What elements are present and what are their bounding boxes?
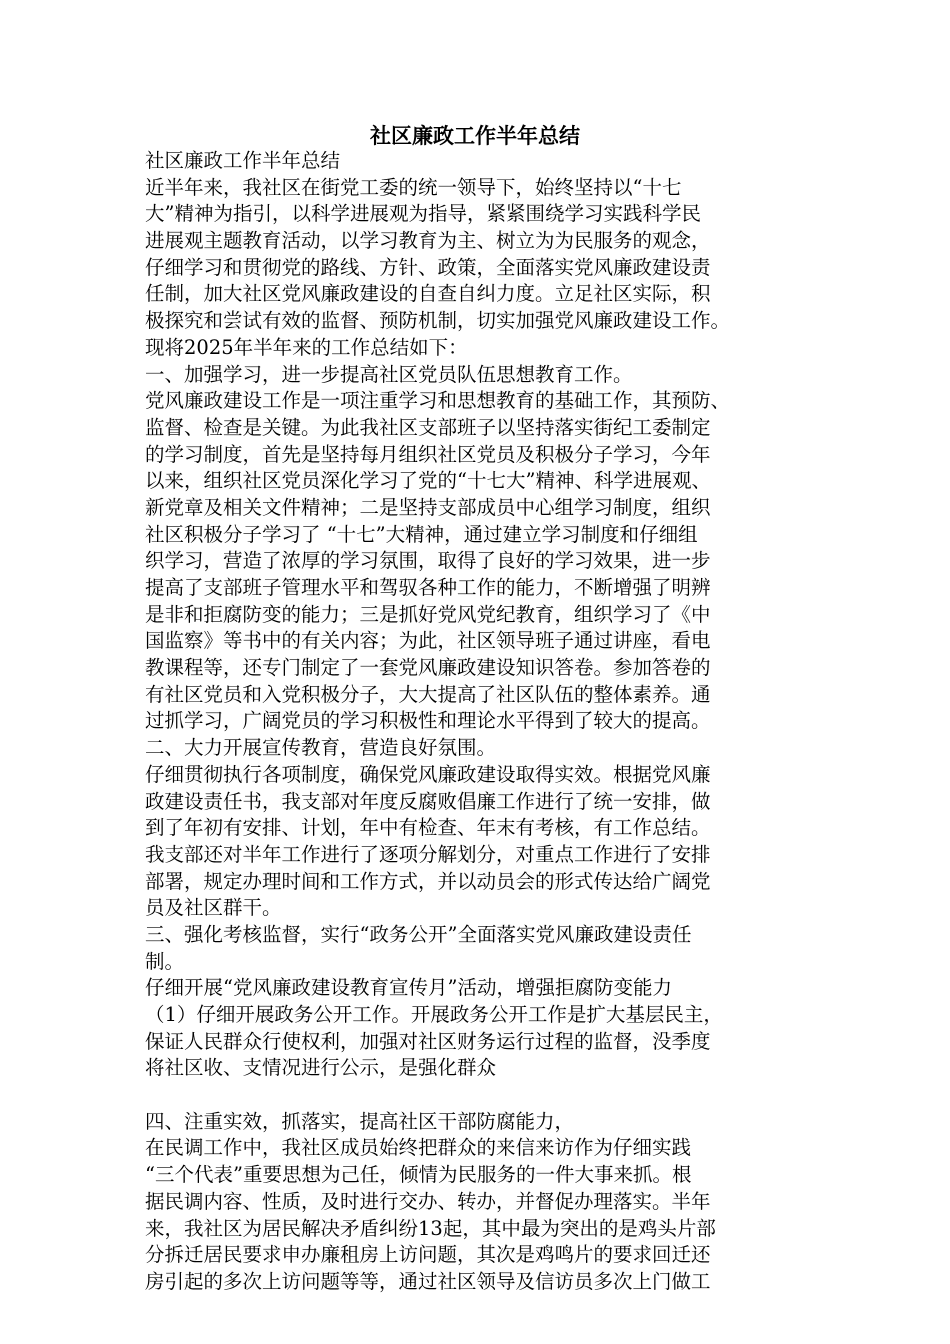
text-line: 部署，规定办理时间和工作方式，并以动员会的形式传达给广阔党 bbox=[145, 869, 711, 893]
text-line: 将社区收、支情况进行公示，是强化群众 bbox=[145, 1056, 497, 1080]
text-line: 据民调内容、性质，及时进行交办、转办，并督促办理落实。半年 bbox=[145, 1189, 711, 1213]
text-line: 以来，组织社区党员深化学习了党的“十七大”精神、科学进展观、 bbox=[145, 469, 711, 493]
text-line: 保证人民群众行使权利，加强对社区财务运行过程的监督，没季度 bbox=[145, 1029, 711, 1053]
text-line: 极探究和尝试有效的监督、预防机制，切实加强党风廉政建设工作。 bbox=[145, 309, 731, 333]
text-line: 过抓学习，广阔党员的学习积极性和理论水平得到了较大的提高。 bbox=[145, 709, 711, 733]
text-line: 教课程等，还专门制定了一套党风廉政建设知识答卷。参加答卷的 bbox=[145, 656, 711, 680]
text-line: 二、大力开展宣传教育，营造良好氛围。 bbox=[145, 736, 497, 760]
text-line: 进展观主题教育活动，以学习教育为主、树立为为民服务的观念， bbox=[145, 229, 711, 253]
text-line: 党风廉政建设工作是一项注重学习和思想教育的基础工作，其预防、 bbox=[145, 389, 731, 413]
text-line: 四、注重实效，抓落实，提高社区干部防腐能力， bbox=[145, 1109, 575, 1133]
text-line: （1）仔细开展政务公开工作。开展政务公开工作是扩大基层民主， bbox=[145, 1003, 723, 1026]
text-line: 员及社区群干。 bbox=[145, 896, 282, 920]
text-line: 提高了支部班子管理水平和驾驭各种工作的能力，不断增强了明辨 bbox=[145, 576, 711, 599]
text-line: 大”精神为指引，以科学进展观为指导，紧紧围绕学习实践科学民 bbox=[145, 202, 701, 226]
text-line: 社区廉政工作半年总结 bbox=[145, 149, 341, 172]
text-line: 来，我社区为居民解决矛盾纠纷13起，其中最为突出的是鸡头片部 bbox=[145, 1216, 716, 1240]
text-line: 三、强化考核监督，实行“政务公开”全面落实党风廉政建设责任 bbox=[145, 922, 692, 946]
text-line: 我支部还对半年工作进行了逐项分解划分，对重点工作进行了安排 bbox=[145, 842, 711, 866]
text-line: 政建设责任书，我支部对年度反腐败倡廉工作进行了统一安排，做 bbox=[145, 789, 711, 813]
text-line: 仔细开展“党风廉政建设教育宣传月”活动，增强拒腐防变能力 bbox=[145, 976, 672, 1000]
text-line: 社区积极分子学习了 “十七”大精神，通过建立学习制度和仔细组 bbox=[145, 522, 698, 546]
text-line: 制。 bbox=[145, 949, 185, 973]
text-line: 分拆迁居民要求申办廉租房上访问题，其次是鸡鸣片的要求回迁还 bbox=[145, 1243, 711, 1267]
text-line: 织学习，营造了浓厚的学习氛围，取得了良好的学习效果，进一步 bbox=[145, 549, 711, 573]
text-line: 国监察》等书中的有关内容；为此，社区领导班子通过讲座，看电 bbox=[145, 629, 711, 653]
text-line: 一、加强学习，进一步提高社区党员队伍思想教育工作。 bbox=[145, 362, 633, 386]
document-title: 社区廉政工作半年总结 bbox=[370, 123, 580, 148]
text-line: “三个代表”重要思想为己任，倾情为民服务的一件大事来抓。根 bbox=[145, 1163, 692, 1187]
text-line: 任制，加大社区党风廉政建设的自查自纠力度。立足社区实际，积 bbox=[145, 282, 711, 306]
text-line: 在民调工作中，我社区成员始终把群众的来信来访作为仔细实践 bbox=[145, 1136, 692, 1160]
text-line: 有社区党员和入党积极分子，大大提高了社区队伍的整体素养。通 bbox=[145, 682, 711, 706]
blank-line bbox=[145, 1082, 815, 1109]
text-line: 仔细学习和贯彻党的路线、方针、政策，全面落实党风廉政建设责 bbox=[145, 255, 711, 279]
document-body bbox=[145, 148, 815, 1296]
text-line: 近半年来，我社区在街党工委的统一领导下，始终坚持以“十七 bbox=[145, 175, 682, 199]
text-line: 房引起的多次上访问题等等，通过社区领导及信访员多次上门做工 bbox=[145, 1269, 711, 1293]
text-line: 是非和拒腐防变的能力；三是抓好党风党纪教育，组织学习了《中 bbox=[145, 602, 711, 626]
text-line: 仔细贯彻执行各项制度，确保党风廉政建设取得实效。根据党风廉 bbox=[145, 762, 711, 786]
text-line: 新党章及相关文件精神；二是坚持支部成员中心组学习制度，组织 bbox=[145, 495, 711, 519]
text-line: 到了年初有安排、计划，年中有检查、年末有考核，有工作总结。 bbox=[145, 816, 711, 840]
text-line: 的学习制度，首先是坚持每月组织社区党员及积极分子学习，今年 bbox=[145, 442, 711, 466]
text-line: 监督、检查是关键。为此我社区支部班子以坚持落实街纪工委制定 bbox=[145, 415, 711, 439]
text-line: 现将2025年半年来的工作总结如下： bbox=[145, 335, 468, 359]
